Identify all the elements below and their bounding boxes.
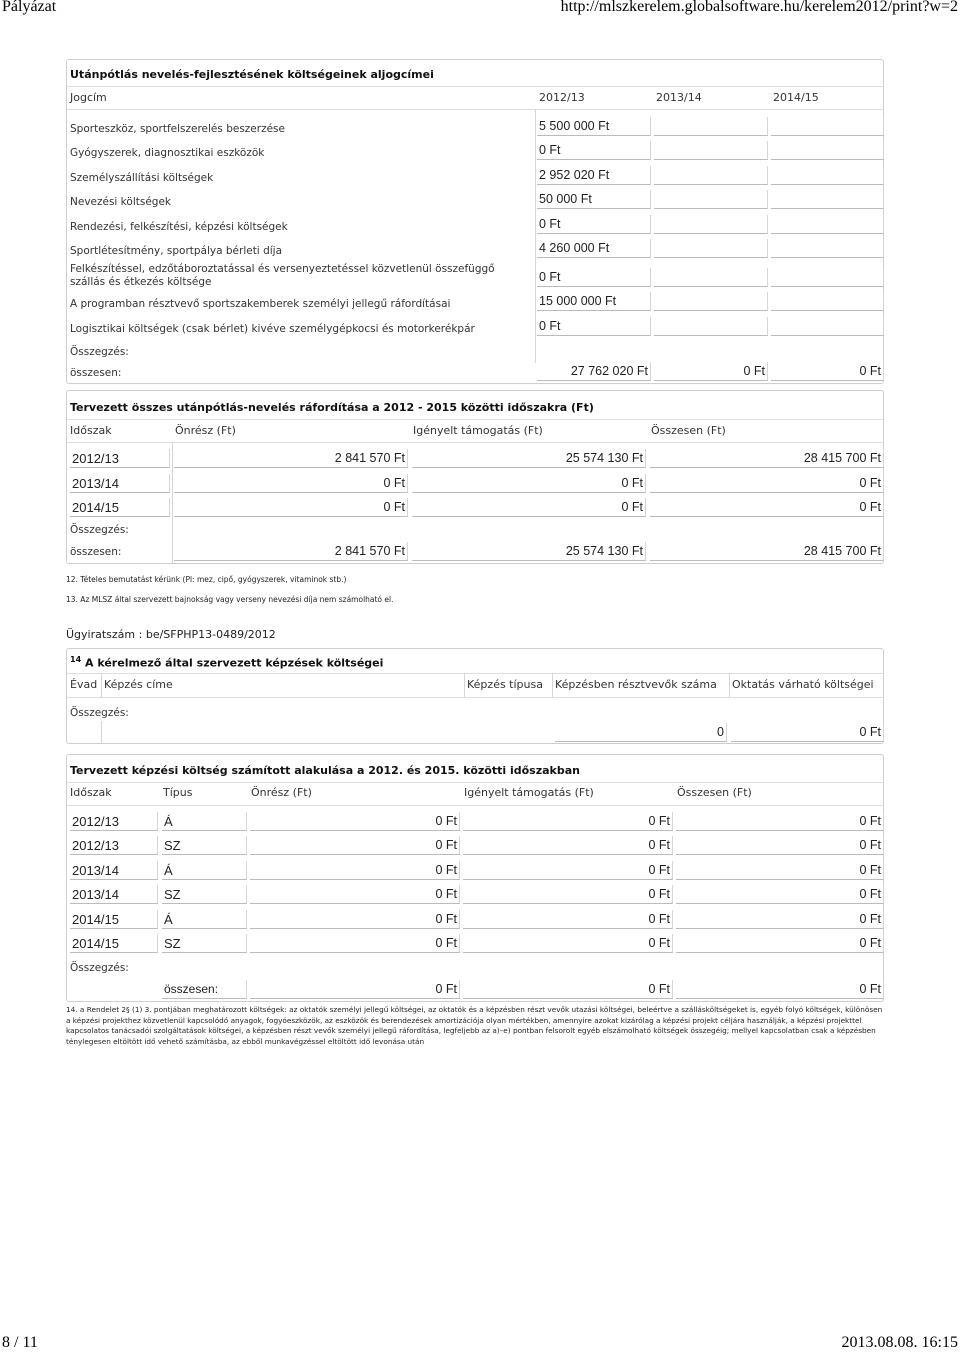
requested-value: 0 Ft xyxy=(412,498,646,517)
total-value: 28 415 700 Ft xyxy=(650,449,884,468)
col-participants: Képzésben résztvevők száma xyxy=(555,678,717,691)
value-2012-13[interactable]: 15 000 000 Ft xyxy=(537,292,651,311)
total-value: 0 Ft xyxy=(676,885,884,904)
col-2012-13: 2012/13 xyxy=(539,91,585,104)
value-2014-15[interactable] xyxy=(771,215,884,234)
row-label: Logisztikai költségek (csak bérlet) kivéve személygépkocsi és motorkerékpár xyxy=(70,323,475,335)
col-2013-14: 2013/14 xyxy=(656,91,702,104)
value-2012-13[interactable]: 0 Ft xyxy=(537,268,651,287)
col-season: Évad xyxy=(70,678,98,691)
note-13: 13. Az MLSZ által szervezett bajnokság vagy verseny nevezési díja nem számolható el. xyxy=(66,595,394,604)
total-label: összesen: xyxy=(162,980,247,999)
value-2013-14[interactable] xyxy=(654,166,768,185)
summary-label: Összegzés: xyxy=(70,707,129,719)
own-value: 0 Ft xyxy=(250,934,460,953)
own-value: 0 Ft xyxy=(250,812,460,831)
section-title-text: A kérelmező által szervezett képzések költségei xyxy=(84,656,384,670)
row-label: Személyszállítási költségek xyxy=(70,172,214,184)
own-value: 0 Ft xyxy=(250,836,460,855)
value-2012-13[interactable]: 5 500 000 Ft xyxy=(537,117,651,136)
value-2014-15[interactable] xyxy=(771,141,884,160)
case-number: Ügyiratszám : be/SFPHP13-0489/2012 xyxy=(66,628,276,641)
print-datetime: 2013.08.08. 16:15 xyxy=(841,1334,958,1351)
page-number: 8 / 11 xyxy=(2,1334,38,1351)
period-cell: 2014/15 xyxy=(70,934,158,953)
value-2013-14[interactable] xyxy=(654,190,768,209)
own-value: 0 Ft xyxy=(250,910,460,929)
own-value: 2 841 570 Ft xyxy=(174,449,408,468)
total-value: 0 Ft xyxy=(676,934,884,953)
section-title: Tervezett képzési költség számított alakulása a 2012. és 2015. közötti időszakban xyxy=(70,764,580,777)
own-value: 0 Ft xyxy=(174,474,408,493)
value-2013-14[interactable] xyxy=(654,215,768,234)
value-2013-14[interactable] xyxy=(654,141,768,160)
value-2014-15[interactable] xyxy=(771,239,884,258)
type-cell: SZ xyxy=(162,836,247,855)
value-2012-13[interactable]: 4 260 000 Ft xyxy=(537,239,651,258)
total-2014-15: 0 Ft xyxy=(771,362,884,381)
note-14: 14. a Rendelet 2§ (1) 3. pontjában meghatározott költségek: az oktatók személyi jellegű költségei, az oktatók és a képzésben részt vevők utazási költségei, beleértve a szállásköltségeket is, egyéb folyó költségek, különösen a képzési projekthez közvetlenül kapcsolódó anyagok, fogyóeszközök, az eszközök és berendezések amortizációja olyan mértékben, amennyire azokat kizárólag a képzési projekt céljára használják, a képzési projekttel kapcsolatos tanácsadói szolgáltatások költségei, a képzésben részt vevők személyi jellegű ráfordítása, legfeljebb az a)–e) pontban felsorolt egyéb elszámolható költségek összegéig; mellyel kapcsolatban csak a képzésben ténylegesen eltöltött idő vehető számításba, az ebből munkavégzéssel eltöltött idő levonása után xyxy=(66,1005,883,1046)
grand-total: 0 Ft xyxy=(676,980,884,999)
value-2012-13[interactable]: 0 Ft xyxy=(537,317,651,336)
total-value: 0 Ft xyxy=(676,812,884,831)
value-2014-15[interactable] xyxy=(771,317,884,336)
col-own: Önrész (Ft) xyxy=(251,786,312,799)
total-label: összesen: xyxy=(70,546,122,558)
subcategory-costs-panel xyxy=(66,59,884,384)
col-period: Időszak xyxy=(70,424,112,437)
value-2012-13[interactable]: 0 Ft xyxy=(537,215,651,234)
period-cell: 2012/13 xyxy=(70,812,158,831)
total-value: 0 Ft xyxy=(650,498,884,517)
own-total: 2 841 570 Ft xyxy=(174,542,408,561)
col-training-title: Képzés címe xyxy=(104,678,173,691)
requested-value: 0 Ft xyxy=(412,474,646,493)
requested-value: 0 Ft xyxy=(463,812,673,831)
col-requested: Igényelt támogatás (Ft) xyxy=(464,786,594,799)
col-type: Típus xyxy=(163,786,193,799)
note-12: 12. Tételes bemutatást kérünk (Pl: mez, cipő, gyógyszerek, vitaminok stb.) xyxy=(66,575,347,584)
value-2014-15[interactable] xyxy=(771,190,884,209)
row-label: Felkészítéssel, edzőtáboroztatással és versenyeztetéssel közvetlenül összefüggő szállás és étkezés költsége xyxy=(70,263,495,288)
value-2014-15[interactable] xyxy=(771,292,884,311)
value-2013-14[interactable] xyxy=(654,117,768,136)
value-2012-13[interactable]: 50 000 Ft xyxy=(537,190,651,209)
requested-value: 0 Ft xyxy=(463,836,673,855)
own-value: 0 Ft xyxy=(174,498,408,517)
type-cell: Á xyxy=(162,812,247,831)
section-title: Utánpótlás nevelés-fejlesztésének költségeinek aljogcímei xyxy=(70,68,434,81)
value-2014-15[interactable] xyxy=(771,117,884,136)
print-title: Pályázat xyxy=(2,0,57,15)
col-own: Önrész (Ft) xyxy=(175,424,236,437)
total-value: 0 Ft xyxy=(676,836,884,855)
total-label: összesen: xyxy=(70,367,122,379)
summary-label: Összegzés: xyxy=(70,524,129,536)
section-title xyxy=(70,655,383,670)
organized-trainings-panel xyxy=(66,648,884,744)
value-2012-13[interactable]: 0 Ft xyxy=(537,141,651,160)
requested-value: 25 574 130 Ft xyxy=(412,449,646,468)
period-cell: 2014/15 xyxy=(70,498,170,517)
row-label: Sportlétesítmény, sportpálya bérleti díja xyxy=(70,245,282,257)
type-cell: Á xyxy=(162,910,247,929)
participants-total: 0 xyxy=(555,723,727,742)
col-training-type: Képzés típusa xyxy=(467,678,543,691)
requested-total: 25 574 130 Ft xyxy=(412,542,646,561)
row-label: Nevezési költségek xyxy=(70,196,171,208)
period-cell: 2013/14 xyxy=(70,861,158,880)
requested-value: 0 Ft xyxy=(463,861,673,880)
col-total: Összesen (Ft) xyxy=(677,786,752,799)
value-2012-13[interactable]: 2 952 020 Ft xyxy=(537,166,651,185)
value-2013-14[interactable] xyxy=(654,239,768,258)
col-jogcim: Jogcím xyxy=(70,91,107,104)
value-2013-14[interactable] xyxy=(654,292,768,311)
value-2013-14[interactable] xyxy=(654,268,768,287)
row-label: A programban résztvevő sportszakemberek személyi jellegű ráfordításai xyxy=(70,298,451,310)
col-2014-15: 2014/15 xyxy=(773,91,819,104)
row-label: Gyógyszerek, diagnosztikai eszközök xyxy=(70,147,265,159)
requested-total: 0 Ft xyxy=(463,980,673,999)
row-label: Rendezési, felkészítési, képzési költségek xyxy=(70,221,288,233)
row-label: Sporteszköz, sportfelszerelés beszerzése xyxy=(70,123,285,135)
total-2013-14: 0 Ft xyxy=(654,362,768,381)
own-value: 0 Ft xyxy=(250,861,460,880)
col-period: Időszak xyxy=(70,786,112,799)
value-2014-15[interactable] xyxy=(771,268,884,287)
value-2013-14[interactable] xyxy=(654,317,768,336)
total-2012-13: 27 762 020 Ft xyxy=(537,362,651,381)
print-url: http://mlszkerelem.globalsoftware.hu/kerelem2012/print?w=2 xyxy=(560,0,958,15)
type-cell: Á xyxy=(162,861,247,880)
total-value: 0 Ft xyxy=(650,474,884,493)
period-cell: 2014/15 xyxy=(70,910,158,929)
requested-value: 0 Ft xyxy=(463,934,673,953)
summary-label: Összegzés: xyxy=(70,346,129,358)
total-value: 0 Ft xyxy=(676,910,884,929)
period-cell: 2012/13 xyxy=(70,836,158,855)
col-total: Összesen (Ft) xyxy=(651,424,726,437)
col-expected-cost: Oktatás várható költségei xyxy=(732,678,874,691)
cost-total: 0 Ft xyxy=(731,723,884,742)
value-2014-15[interactable] xyxy=(771,166,884,185)
requested-value: 0 Ft xyxy=(463,910,673,929)
type-cell: SZ xyxy=(162,934,247,953)
period-cell: 2012/13 xyxy=(70,449,170,468)
requested-value: 0 Ft xyxy=(463,885,673,904)
period-cell: 2013/14 xyxy=(70,474,170,493)
summary-label: Összegzés: xyxy=(70,962,129,974)
col-requested: Igényelt támogatás (Ft) xyxy=(413,424,543,437)
grand-total: 28 415 700 Ft xyxy=(650,542,884,561)
training-cost-forecast-panel xyxy=(66,754,884,1002)
type-cell: SZ xyxy=(162,885,247,904)
own-total: 0 Ft xyxy=(250,980,460,999)
total-value: 0 Ft xyxy=(676,861,884,880)
planned-total-panel xyxy=(66,390,884,564)
own-value: 0 Ft xyxy=(250,885,460,904)
period-cell: 2013/14 xyxy=(70,885,158,904)
footnote-ref: 14 xyxy=(70,655,82,664)
section-title: Tervezett összes utánpótlás-nevelés ráfordítása a 2012 - 2015 közötti időszakra (Ft) xyxy=(70,401,594,414)
